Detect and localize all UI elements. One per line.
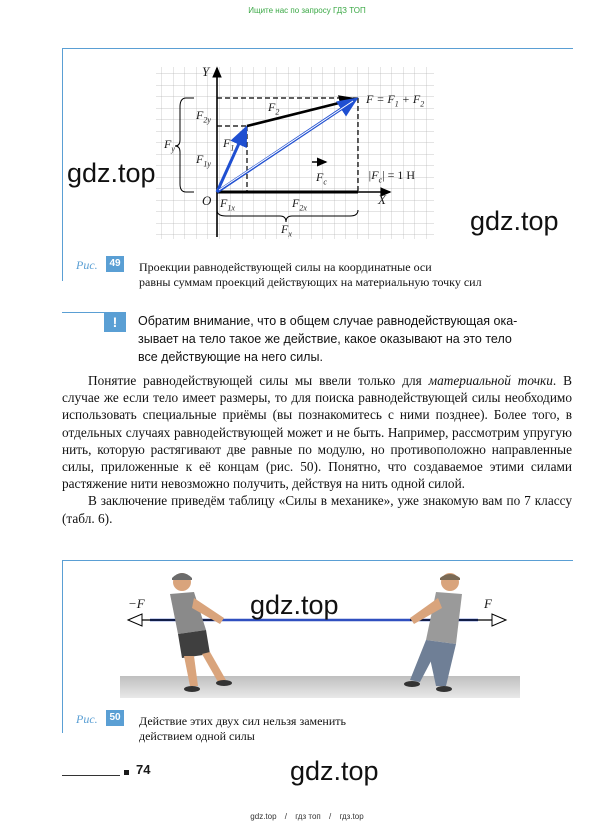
right-force-label: F: [484, 596, 492, 611]
caption-line: Действие этих двух сил нельзя заменить: [139, 714, 346, 728]
scale-label: $|F_c| = 1$ Н: [368, 168, 416, 185]
figure-49-number: 49: [106, 256, 124, 272]
footer-separator: /: [284, 812, 288, 821]
figure-50-caption: [139, 714, 346, 744]
f1x-label: $F_{1x}$: [220, 196, 235, 213]
figure-49-diagram: [150, 62, 440, 247]
footer-link[interactable]: гдз.top: [339, 812, 364, 821]
figure-50-illustration: [120, 568, 520, 708]
page-number: 74: [136, 762, 151, 777]
paragraph: Понятие равнодействующей силы мы ввели только для материальной точки. В случае же если тело имеет размеры, то для поиска равнодействующей силы необходимо использовать специальные приёмы (вы познакомитесь с ними позднее). Более того, в отдельных случаях равнодействующей может и не быть. Например, рассмотрим упругую нить, которую растягивают две равные по модулю, но противоположно направленные силы, приложенные к её концам (рис. 50). Понятно, что создаваемое этими силами растяжение нити невозможно получить, действуя на нить одной силой.: [62, 373, 572, 492]
f2x-label: $F_{2x}$: [292, 196, 307, 213]
right-person: [404, 573, 462, 692]
floor: [120, 676, 520, 698]
note-line: зывает на тело такое же действие, какое оказывают на это тело: [138, 332, 512, 346]
x-axis-label: X: [378, 192, 386, 207]
footer-separator: /: [328, 812, 332, 821]
note-text: [138, 312, 578, 366]
footer-links: [0, 812, 614, 821]
resultant-label: $F = F_1 + F_2$: [366, 92, 425, 109]
figure-49-caption-label: Рис.: [76, 258, 98, 272]
caption-line: равны суммам проекций действующих на материальную точку сил: [139, 275, 482, 289]
watermark: gdz.top: [470, 206, 559, 236]
f1-label: $F_1$: [223, 136, 235, 153]
fx-label: $F_x$: [281, 222, 292, 239]
left-force-label: −F: [128, 596, 145, 611]
footer-link[interactable]: гдз топ: [295, 812, 321, 821]
note-line: все действующие на него силы.: [138, 350, 323, 364]
note-icon: !: [104, 312, 126, 332]
footer-link[interactable]: gdz.top: [250, 812, 277, 821]
figure-49-caption: [139, 260, 482, 290]
f2-label: $F_2$: [268, 100, 280, 117]
fy-label: $F_y$: [164, 137, 175, 154]
body-text: [62, 372, 572, 527]
caption-line: действием одной силы: [139, 729, 255, 743]
figure-50-number: 50: [106, 710, 124, 726]
f1y-label: $F_{1y}$: [196, 152, 211, 169]
search-hint[interactable]: Ищите нас по запросу ГДЗ ТОП: [248, 6, 366, 15]
fc-label: $F_c$: [316, 170, 327, 187]
watermark: gdz.top: [67, 158, 156, 188]
paragraph: В заключение приведём таблицу «Силы в механике», уже знакомую вам по 7 классу (табл. 6).: [62, 493, 572, 526]
watermark: gdz.top: [290, 756, 379, 786]
page-number-rule: [62, 775, 120, 776]
watermark: gdz.top: [250, 590, 339, 620]
f2y-label: $F_{2y}$: [196, 108, 211, 125]
caption-line: Проекции равнодействующей силы на координатные оси: [139, 260, 432, 274]
figure-50-caption-label: Рис.: [76, 712, 98, 726]
left-person: [170, 573, 232, 692]
left-force-arrowhead: [128, 614, 142, 626]
right-force-arrowhead: [492, 614, 506, 626]
y-axis-label: Y: [202, 64, 210, 79]
origin-label: O: [202, 193, 212, 208]
page-number-marker: [124, 770, 129, 775]
note-line: Обратим внимание, что в общем случае равнодействующая ока-: [138, 314, 518, 328]
